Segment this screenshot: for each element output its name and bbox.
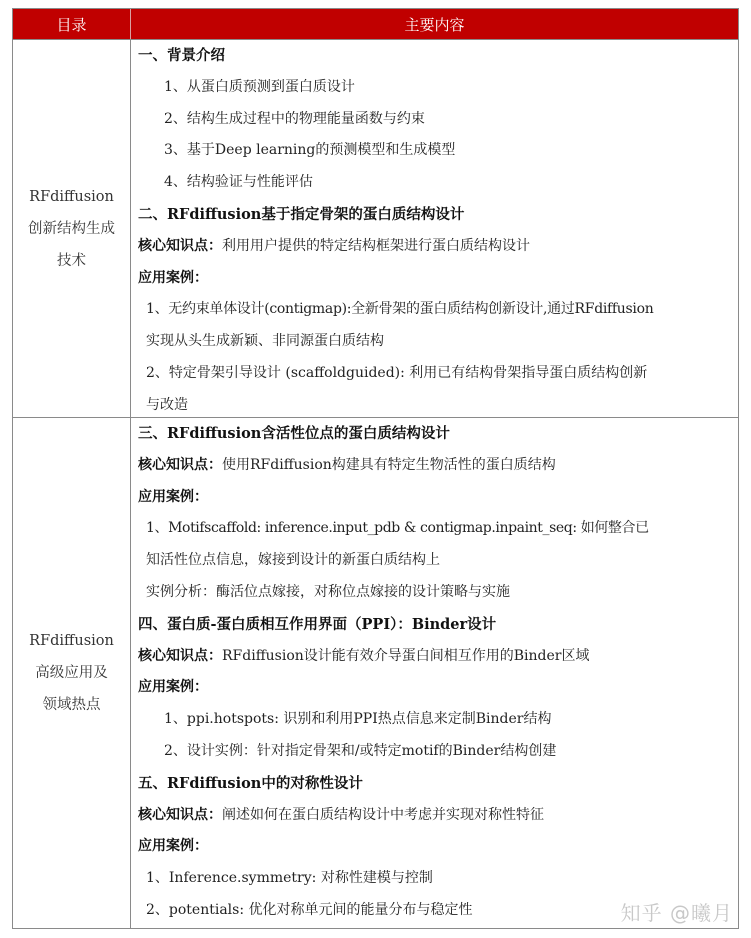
section-title: 三、RFdiffusion含活性位点的蛋白质结构设计 [138, 425, 450, 442]
key-point-text: 阐述如何在蛋白质结构设计中考虑并实现对称性特征 [222, 806, 544, 823]
section-title: 五、RFdiffusion中的对称性设计 [138, 774, 363, 792]
category-cell [13, 40, 131, 417]
category-line: 创新结构生成 [28, 220, 115, 237]
category-line: RFdiffusion [29, 188, 114, 205]
key-point-text: RFdiffusion设计能有效介导蛋白间相互作用的Binder区域 [222, 647, 590, 664]
key-point-text: 使用RFdiffusion构建具有特定生物活性的蛋白质结构 [222, 456, 556, 473]
section-title: 四、蛋白质-蛋白质相互作用界面（PPI）：Binder设计 [138, 615, 497, 633]
section-title: 二、RFdiffusion基于指定骨架的蛋白质结构设计 [138, 205, 465, 223]
content-cell [131, 40, 738, 417]
category-line: 高级应用及 [35, 665, 108, 681]
key-point-text: 利用用户提供的特定结构框架进行蛋白质结构设计 [222, 237, 530, 254]
cases-label: 应用案例： [138, 488, 208, 505]
key-point-label: 核心知识点： [138, 237, 222, 254]
content-cell [131, 418, 738, 928]
category-line: 技术 [57, 252, 86, 269]
list-item: 与改造 [146, 396, 188, 413]
list-item: 1、无约束单体设计(contigmap):全新骨架的蛋白质结构创新设计,通过RFdiffusion [146, 301, 654, 318]
category-line: 领域热点 [42, 697, 101, 713]
table-row [13, 417, 738, 928]
category-cell [13, 418, 131, 928]
list-item: 2、特定骨架引导设计 (scaffoldguided): 利用已有结构骨架指导蛋白质结构创新 [146, 364, 648, 381]
list-item: 实例分析：酶活位点嫁接，对称位点嫁接的设计策略与实施 [146, 583, 510, 600]
list-item: 实现从头生成新颖、非同源蛋白质结构 [146, 333, 384, 350]
watermark: 知乎 @曦月 [620, 901, 733, 925]
key-point-label: 核心知识点： [138, 806, 222, 823]
key-point [138, 231, 738, 263]
section-title: 一、背景介绍 [138, 47, 225, 64]
key-point-label: 核心知识点： [138, 456, 222, 473]
key-point [138, 641, 738, 673]
table-header [13, 9, 738, 39]
header-directory: 目录 [13, 9, 131, 39]
key-point [138, 450, 738, 482]
cases-label: 应用案例： [138, 269, 208, 286]
list-item: 2、结构生成过程中的物理能量函数与约束 [164, 110, 425, 127]
course-outline-table [12, 8, 739, 929]
list-item: 1、Inference.symmetry: 对称性建模与控制 [146, 870, 433, 887]
key-point [138, 800, 738, 832]
category-line: RFdiffusion [29, 633, 114, 649]
key-point-label: 核心知识点： [138, 647, 222, 664]
header-main-content: 主要内容 [404, 15, 465, 34]
list-item: 3、基于Deep learning的预测模型和生成模型 [164, 142, 456, 159]
list-item: 2、设计实例：针对指定骨架和/或特定motif的Binder结构创建 [164, 742, 557, 759]
list-item: 1、从蛋白质预测到蛋白质设计 [164, 78, 355, 95]
list-item: 2、potentials: 优化对称单元间的能量分布与稳定性 [146, 901, 473, 918]
table-row [13, 39, 738, 417]
list-item: 1、Motifscaffold: inference.input_pdb & contigmap.inpaint_seq: 如何整合已 [146, 520, 649, 537]
list-item: 4、结构验证与性能评估 [164, 174, 313, 191]
list-item: 知活性位点信息，嫁接到设计的新蛋白质结构上 [146, 552, 440, 569]
cases-label: 应用案例： [138, 679, 208, 696]
cases-label: 应用案例： [138, 838, 208, 855]
list-item: 1、ppi.hotspots: 识别和利用PPI热点信息来定制Binder结构 [164, 711, 552, 728]
